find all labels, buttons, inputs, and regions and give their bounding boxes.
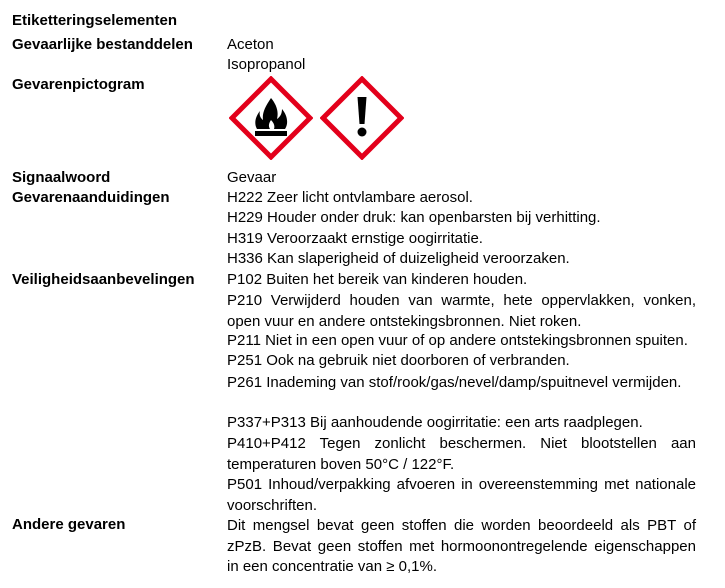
- signal-word-value: Gevaar: [227, 169, 277, 186]
- hazard-statement: H229 Houder onder druk: kan openbarsten bij verhitting.: [227, 209, 601, 226]
- precautionary-statement: P337+P313 Bij aanhoudende oogirritatie: een arts raadplegen.: [227, 414, 643, 431]
- other-hazards-text: Dit mengsel bevat geen stoffen die worden beoordeeld als PBT of zPzB. Bevat geen stoffen met hormoonontregelende eigenschappen in een concentratie van ≥ 0,1%.: [227, 517, 696, 575]
- precautionary-statement: P410+P412 Tegen zonlicht beschermen. Niet blootstellen aan temperaturen boven 50°C / 122°F.: [227, 435, 696, 473]
- exclamation-pictogram-icon: [320, 76, 404, 160]
- precautionary-statement: P261 Inademing van stof/rook/gas/nevel/damp/spuitnevel vermijden.: [227, 374, 682, 391]
- flame-pictogram-icon: [229, 76, 313, 160]
- precautionary-statements-label: Veiligheidsaanbevelingen: [12, 271, 195, 288]
- hazard-statement: H222 Zeer licht ontvlambare aerosol.: [227, 189, 473, 206]
- ingredient-item: Isopropanol: [227, 56, 306, 73]
- precautionary-statement: P501 Inhoud/verpakking afvoeren in overeenstemming met nationale voorschriften.: [227, 476, 696, 514]
- signal-word-label: Signaalwoord: [12, 169, 111, 186]
- pictogram-label: Gevarenpictogram: [12, 76, 145, 93]
- hazard-statement: H336 Kan slaperigheid of duizeligheid veroorzaken.: [227, 250, 570, 267]
- section-title: Etiketteringselementen: [12, 12, 178, 29]
- hazard-statement: H319 Veroorzaakt ernstige oogirritatie.: [227, 230, 483, 247]
- precautionary-statement: P211 Niet in een open vuur of op andere ontstekingsbronnen spuiten.: [227, 332, 688, 349]
- hazardous-ingredients-label: Gevaarlijke bestanddelen: [12, 36, 193, 53]
- hazard-statements-label: Gevarenaanduidingen: [12, 189, 170, 206]
- ingredient-item: Aceton: [227, 36, 274, 53]
- precautionary-statement: P251 Ook na gebruik niet doorboren of verbranden.: [227, 352, 570, 369]
- precautionary-statement: P210 Verwijderd houden van warmte, hete oppervlakken, vonken, open vuur en andere ontstekingsbronnen. Niet roken.: [227, 292, 696, 330]
- precautionary-statement: P102 Buiten het bereik van kinderen houden.: [227, 271, 528, 288]
- other-hazards-label: Andere gevaren: [12, 516, 126, 533]
